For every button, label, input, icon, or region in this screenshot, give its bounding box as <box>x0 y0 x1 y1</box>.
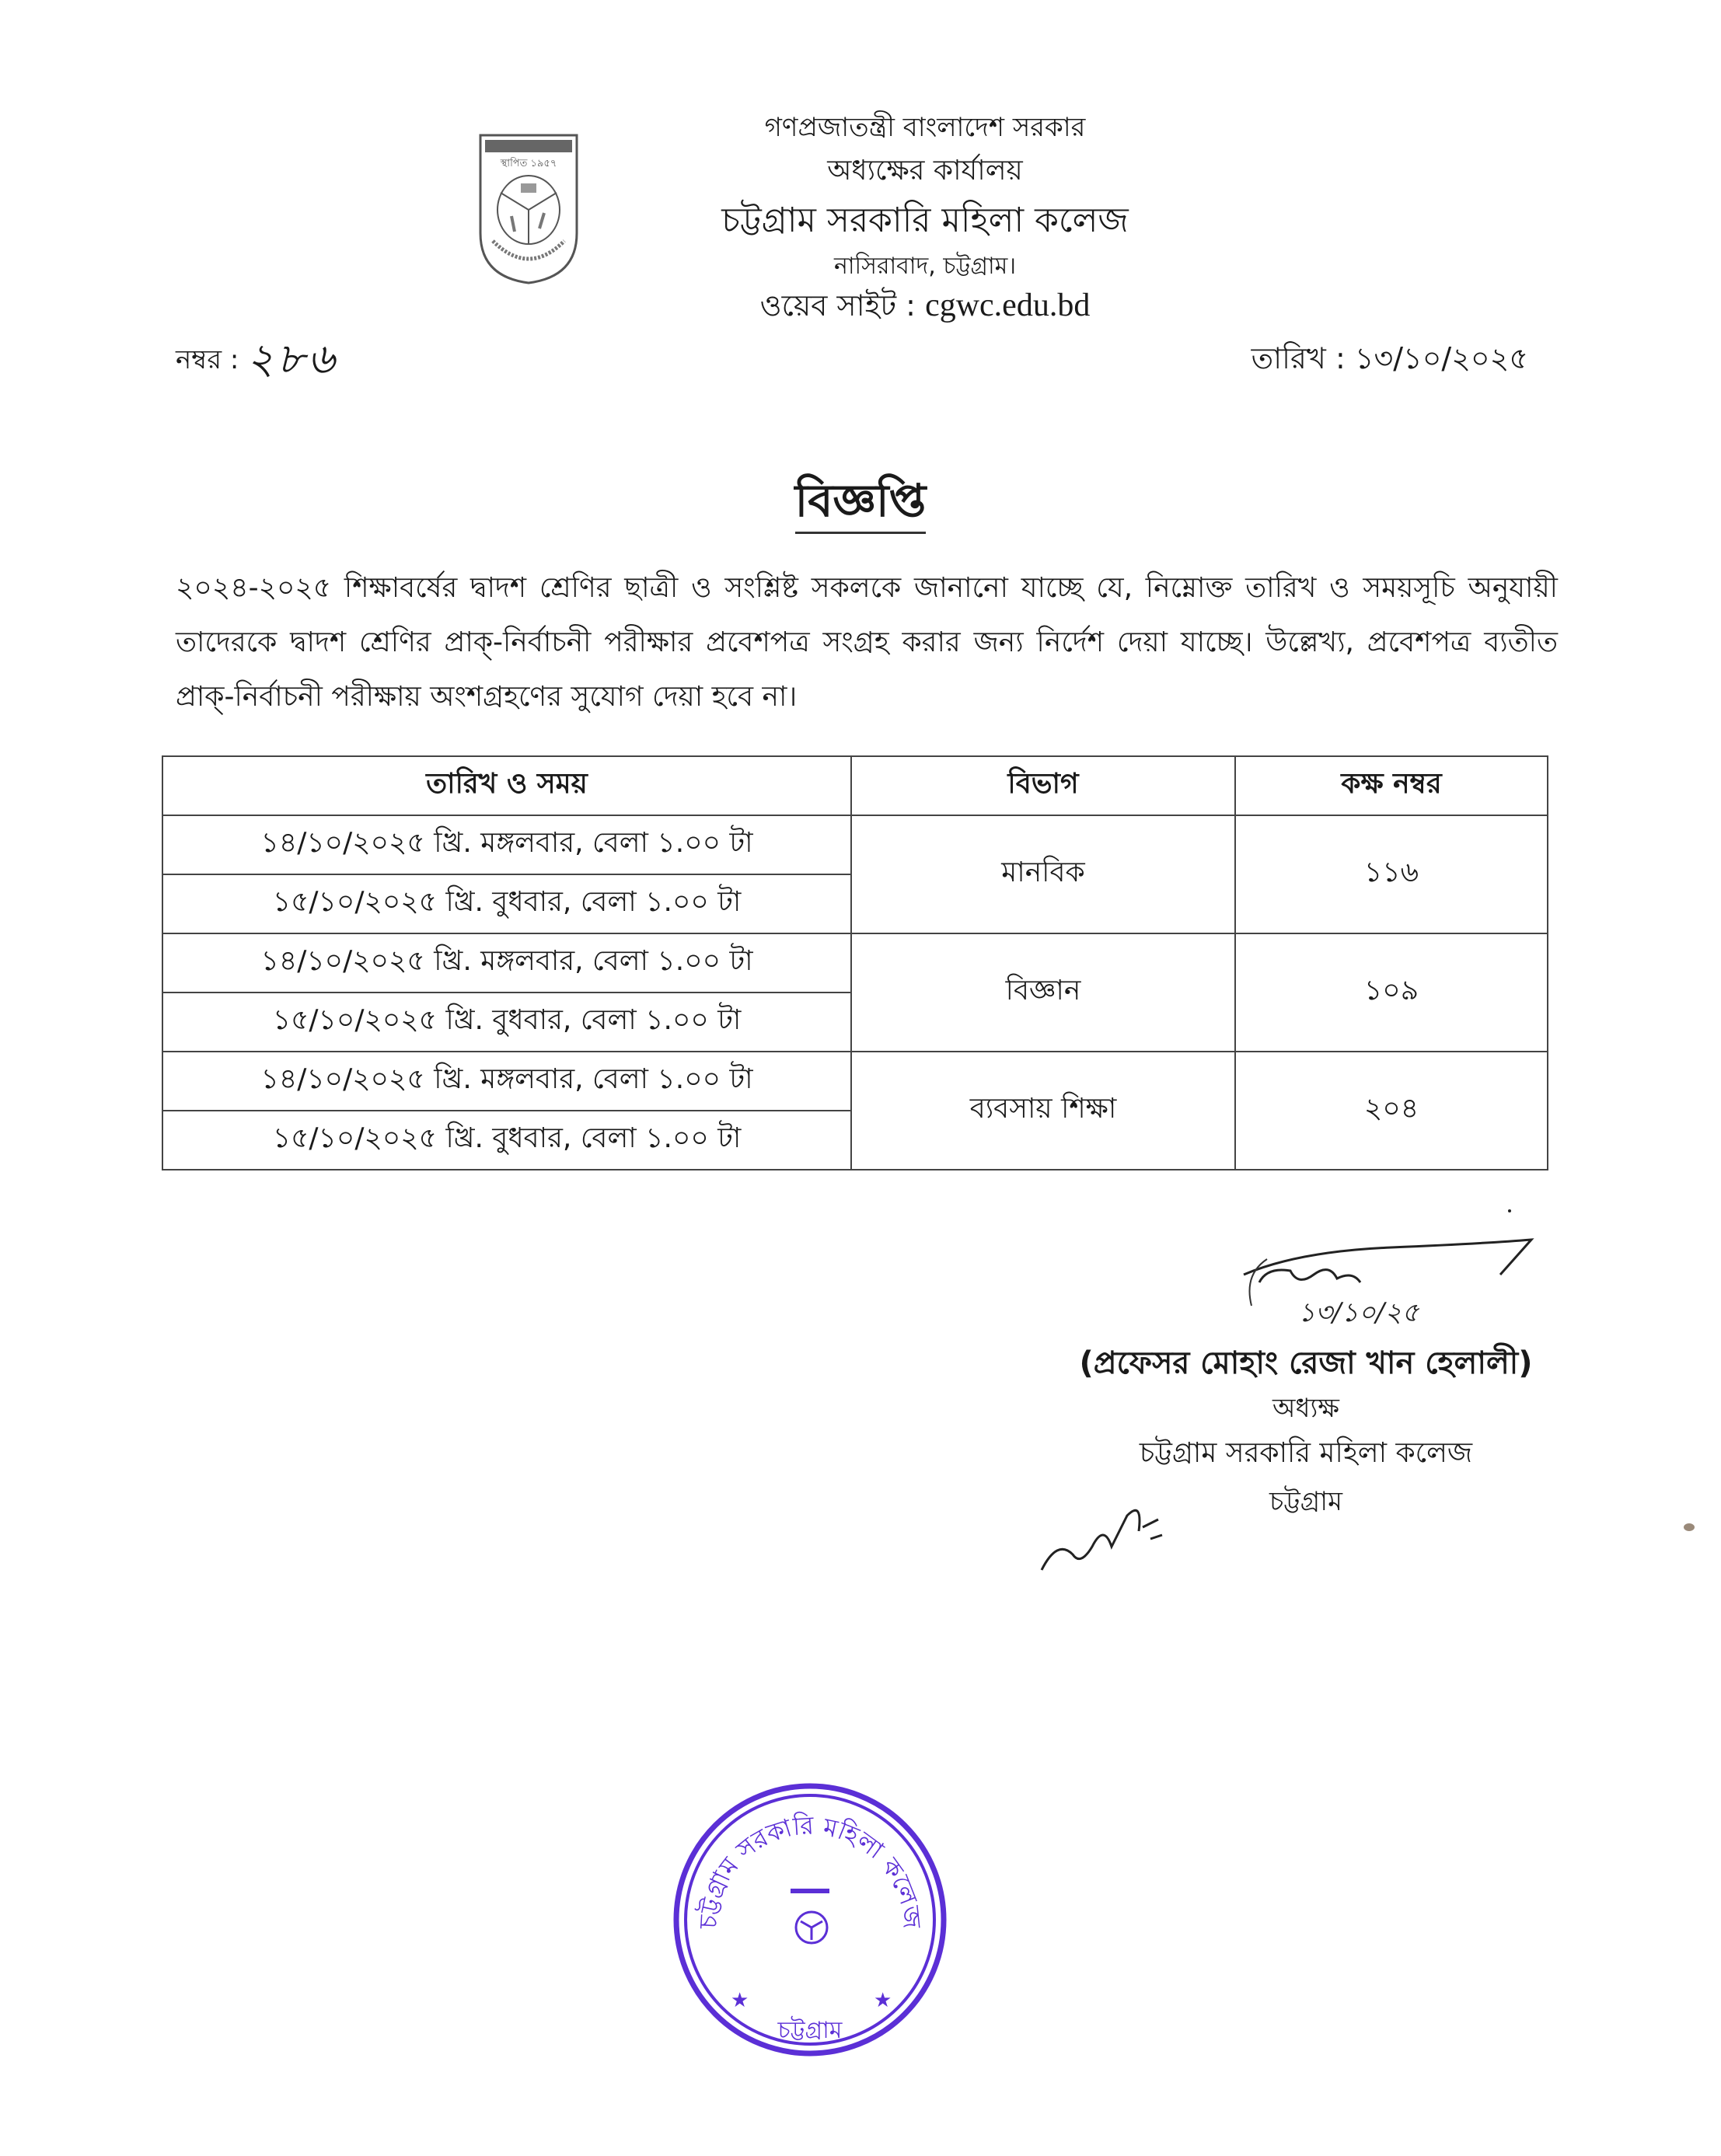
scan-speck <box>1508 1209 1511 1212</box>
seal-ring-text: চট্টগ্রাম সরকারি মহিলা কলেজ <box>693 1810 927 1930</box>
header-department: বিভাগ <box>851 756 1235 815</box>
signer-name: (প্রফেসর মোহাং রেজা খান হেলালী) <box>1079 1345 1533 1381</box>
seal-star-right-icon: ★ <box>874 1989 892 2012</box>
table-row <box>162 933 1548 993</box>
memo-number-value: ২৮৬ <box>246 334 338 383</box>
office-name: অধ্যক্ষের কার্যালয় <box>827 155 1023 187</box>
notice-body: ২০২৪-২০২৫ শিক্ষাবর্ষের দ্বাদশ শ্রেণির ছাত্রী ও সংশ্লিষ্ট সকলকে জানানো যাচ্ছে যে, নিম্নোক্ত তারিখ ও সময়সূচি অনুযায়ী তাদেরকে দ্বাদশ শ্রেণির প্রাক্-নির্বাচনী পরীক্ষার প্রবেশপত্র সংগ্রহ করার জন্য নির্দেশ দেয়া যাচ্ছে। উল্লেখ্য, প্রবেশপত্র ব্যতীত প্রাক্-নির্বাচনী পরীক্ষায় অংশগ্রহণের সুযোগ দেয়া হবে না। <box>176 572 1558 713</box>
memo-date <box>1251 336 1528 385</box>
department-cell: ব্যবসায় শিক্ষা <box>851 1052 1235 1170</box>
website-link[interactable]: cgwc.edu.bd <box>925 288 1091 323</box>
schedule-table <box>162 755 1548 1170</box>
website-label: ওয়েব সাইট : <box>759 288 926 323</box>
memo-number <box>176 326 338 396</box>
notice-title <box>0 466 1721 542</box>
initial-scribble-icon <box>1034 1492 1174 1578</box>
table-row <box>162 815 1548 874</box>
seal-bottom-text: চট্টগ্রাম <box>777 2017 843 2044</box>
header-date-time: তারিখ ও সময় <box>162 756 851 815</box>
slot-cell: ১৫/১০/২০২৫ খ্রি. বুধবার, বেলা ১.০০ টা <box>162 1111 851 1170</box>
table-row <box>162 1052 1548 1111</box>
slot-cell: ১৪/১০/২০২৫ খ্রি. মঙ্গলবার, বেলা ১.০০ টা <box>162 1052 851 1111</box>
memo-date-value: ১৩/১০/২০২৫ <box>1354 341 1528 375</box>
scan-speck <box>1684 1523 1695 1531</box>
principal-signature <box>1065 1228 1547 1352</box>
official-seal <box>670 1780 950 2060</box>
government-name: গণপ্রজাতন্ত্রী বাংলাদেশ সরকার <box>764 112 1086 143</box>
slot-cell: ১৪/১০/২০২৫ খ্রি. মঙ্গলবার, বেলা ১.০০ টা <box>162 815 851 874</box>
table-header-row <box>162 756 1548 815</box>
room-cell: ২০৪ <box>1235 1052 1548 1170</box>
header-room: কক্ষ নম্বর <box>1235 756 1548 815</box>
slot-cell: ১৫/১০/২০২৫ খ্রি. বুধবার, বেলা ১.০০ টা <box>162 993 851 1052</box>
slot-cell: ১৫/১০/২০২৫ খ্রি. বুধবার, বেলা ১.০০ টা <box>162 874 851 933</box>
institution-address: নাসিরাবাদ, চট্টগ্রাম। <box>833 253 1017 280</box>
seal-icon <box>670 1780 950 2060</box>
signer-city: চট্টগ্রাম <box>1269 1486 1342 1517</box>
website-line <box>591 283 1259 333</box>
logo-founded-text: স্থাপিত ১৯৫৭ <box>500 158 557 169</box>
room-cell: ১০৯ <box>1235 933 1548 1052</box>
logo-crest-icon <box>477 132 580 286</box>
college-logo <box>477 132 580 286</box>
signer-institution: চট্টগ্রাম সরকারি মহিলা কলেজ <box>1139 1437 1473 1469</box>
signer-designation: অধ্যক্ষ <box>1272 1393 1339 1424</box>
department-cell: মানবিক <box>851 815 1235 933</box>
signature-date: ১৩/১০/২৫ <box>1298 1297 1419 1328</box>
seal-star-left-icon: ★ <box>731 1989 749 2012</box>
memo-number-label: নম্বর : <box>176 344 239 375</box>
clerk-initial <box>1034 1492 1174 1578</box>
slot-cell: ১৪/১০/২০২৫ খ্রি. মঙ্গলবার, বেলা ১.০০ টা <box>162 933 851 993</box>
memo-date-label: তারিখ : <box>1251 341 1346 375</box>
signature-scribble-icon <box>1065 1228 1547 1352</box>
institution-name: চট্টগ্রাম সরকারি মহিলা কলেজ <box>721 201 1129 240</box>
room-cell: ১১৬ <box>1235 815 1548 933</box>
department-cell: বিজ্ঞান <box>851 933 1235 1052</box>
notice-title-text: বিজ্ঞপ্তি <box>795 474 927 534</box>
